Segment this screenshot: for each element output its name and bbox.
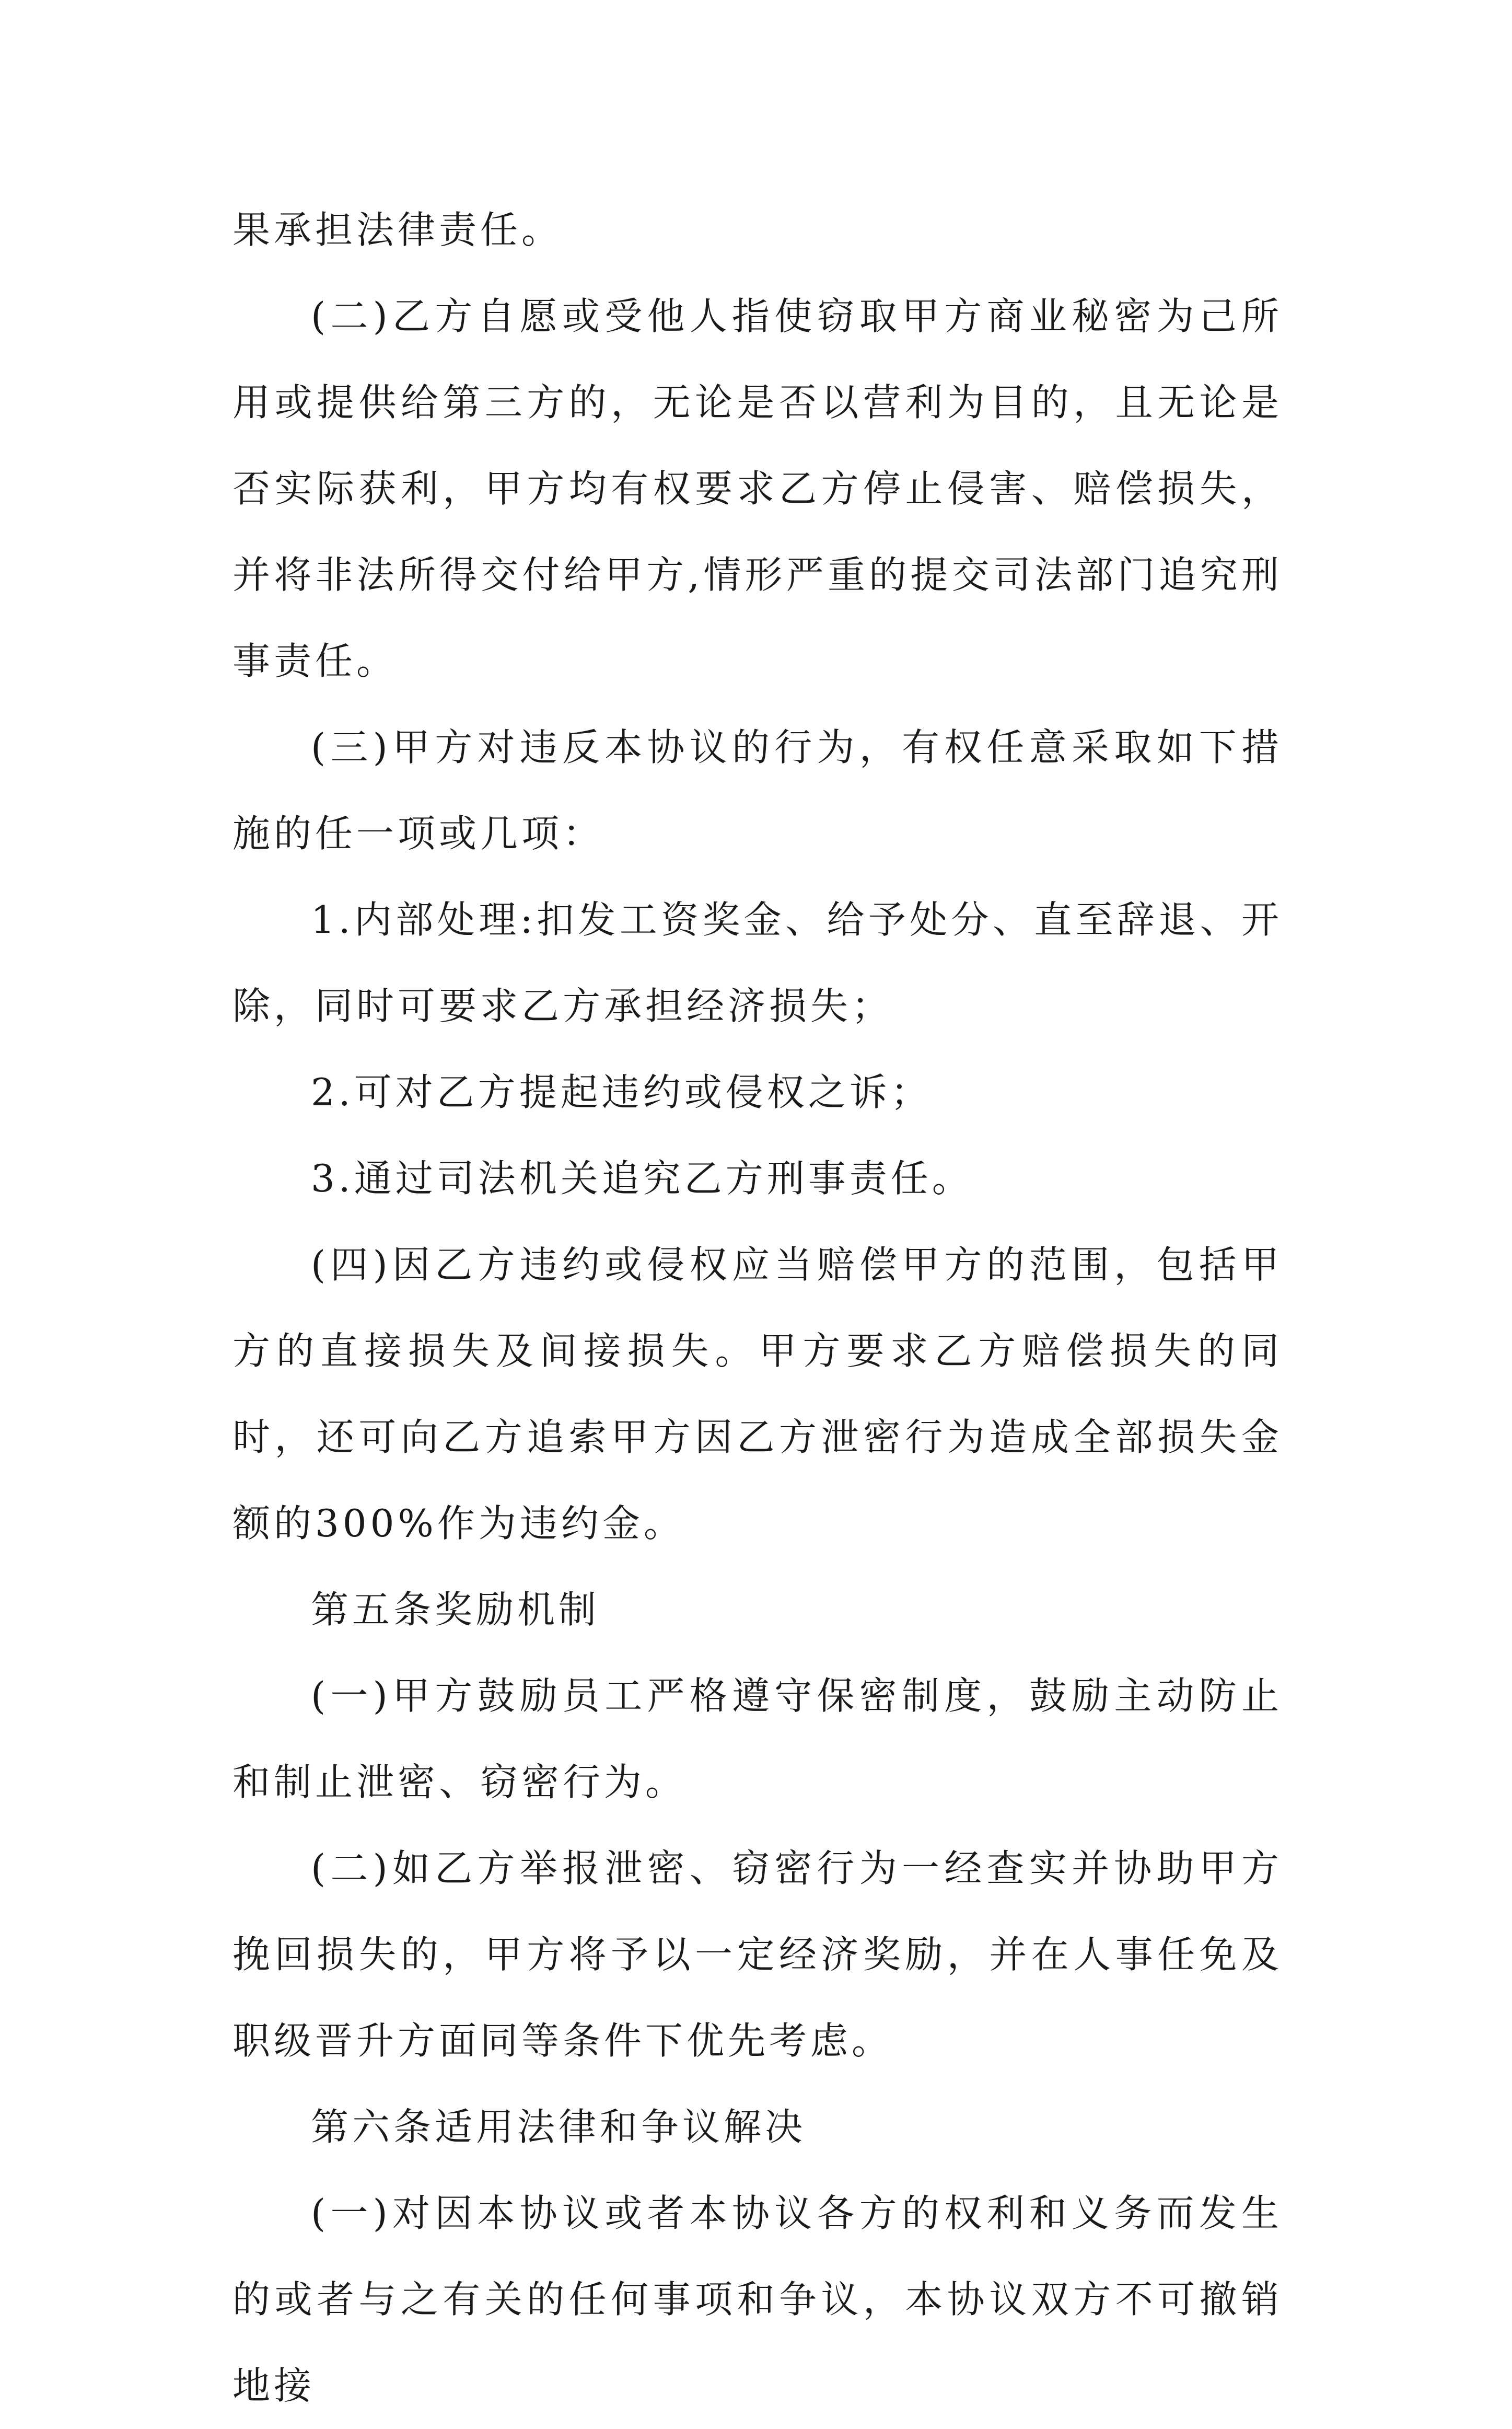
paragraph-liability-end: 果承担法律责任。: [232, 208, 563, 252]
list-item-lawsuit: 2.可对乙方提起违约或侵权之诉；: [311, 1070, 932, 1114]
paragraph-reward-encourage: (一)甲方鼓励员工严格遵守保密制度，鼓励主动防止和制止泄密、窃密行为。: [232, 1674, 1283, 1804]
paragraph-measures-intro: (三)甲方对违反本协议的行为，有权任意采取如下措施的任一项或几项：: [232, 725, 1283, 855]
paragraph-compensation-scope: (四)因乙方违约或侵权应当赔偿甲方的范围，包括甲方的直接损失及间接损失。甲方要求乙方赔偿损失的同时，还可向乙方追索甲方因乙方泄密行为造成全部损失金额的300%作为违约金。: [232, 1243, 1283, 1545]
section-heading-reward: 第五条奖励机制: [311, 1588, 600, 1632]
document-body: [232, 187, 1283, 2429]
paragraph-theft-of-secrets: (二)乙方自愿或受他人指使窃取甲方商业秘密为己所用或提供给第三方的，无论是否以营利为目的，且无论是否实际获利，甲方均有权要求乙方停止侵害、赔偿损失，并将非法所得交付给甲方,情形严重的提交司法部门追究刑事责任。: [232, 294, 1283, 683]
list-item-criminal-liability: 3.通过司法机关追究乙方刑事责任。: [311, 1156, 973, 1200]
section-heading-law-disputes: 第六条适用法律和争议解决: [311, 2105, 807, 2149]
paragraph-dispute-resolution: (一)对因本协议或者本协议各方的权利和义务而发生的或者与之有关的任何事项和争议，本协议双方不可撤销地接: [232, 2191, 1283, 2408]
list-item-internal-handling: 1.内部处理:扣发工资奖金、给予处分、直至辞退、开除，同时可要求乙方承担经济损失；: [232, 898, 1283, 1028]
paragraph-reward-report: (二)如乙方举报泄密、窃密行为一经查实并协助甲方挽回损失的，甲方将予以一定经济奖励，并在人事任免及职级晋升方面同等条件下优先考虑。: [232, 1846, 1283, 2063]
